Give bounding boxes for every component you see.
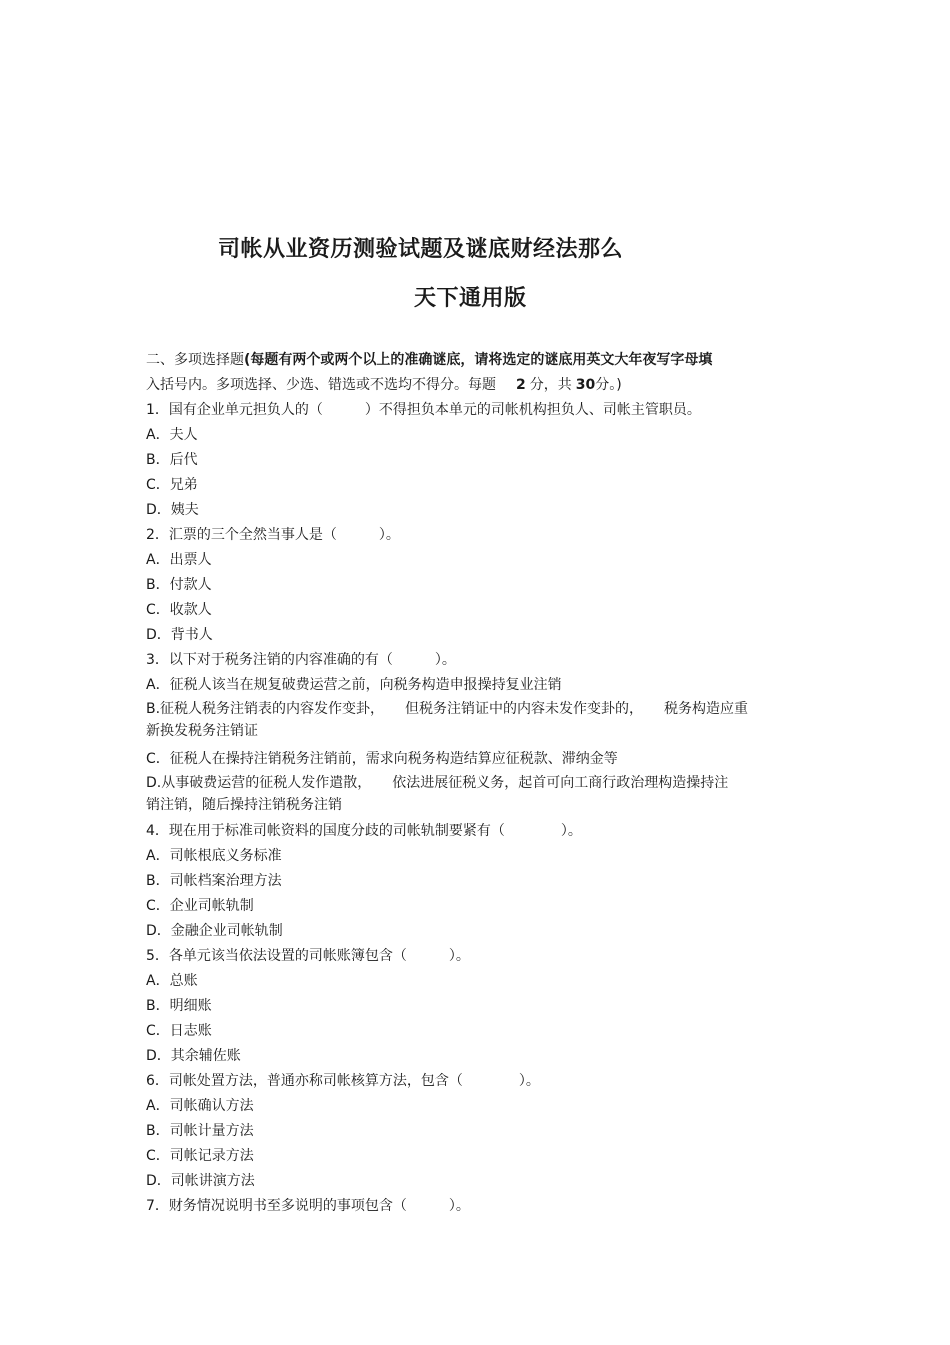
question-option: B．明细账 (146, 998, 212, 1014)
question-option-continuation: 新换发税务注销证 (146, 723, 258, 739)
points-per-question: 2 (516, 377, 526, 393)
document-title-line1: 司帐从业资历测验试题及谜底财经法那么 (218, 237, 624, 262)
question-option: D．背书人 (146, 627, 213, 643)
question-option: B．付款人 (146, 577, 212, 593)
question-option: A．夫人 (146, 427, 198, 443)
question-stem: 6．司帐处置方法，普通亦称司帐核算方法，包含（ ）。 (146, 1073, 540, 1089)
question-option: D．司帐讲演方法 (146, 1173, 255, 1189)
section-heading-label: 二、多项选择题 (146, 352, 244, 368)
question-option: A．总账 (146, 973, 198, 989)
section-heading (146, 348, 806, 373)
points-total: 30 (575, 377, 596, 393)
question-stem: 3．以下对于税务注销的内容准确的有（ ）。 (146, 652, 456, 668)
question-option: D．姨夫 (146, 502, 199, 518)
points-total-unit: 分。) (595, 377, 622, 393)
question-option: C．收款人 (146, 602, 212, 618)
question-option: C．兄弟 (146, 477, 198, 493)
question-option: D.从事破费运营的征税人发作遣散， 依法进展征税义务，起首可向工商行政治理构造操持注 (146, 775, 729, 791)
section-heading-instructions: (每题有两个或两个以上的准确谜底，请将选定的谜底用英文大年夜写字母填 (244, 352, 713, 368)
question-option: C．日志账 (146, 1023, 212, 1039)
points-unit: 分，共 (529, 377, 572, 393)
question-option: A．征税人该当在规复破费运营之前，向税务构造申报操持复业注销 (146, 677, 562, 693)
question-option: D．金融企业司帐轨制 (146, 923, 283, 939)
question-stem: 1．国有企业单元担负人的（ ）不得担负本单元的司帐机构担负人、司帐主管职员。 (146, 402, 701, 418)
question-option: C．征税人在操持注销税务注销前，需求向税务构造结算应征税款、滞纳金等 (146, 751, 618, 767)
question-stem: 5．各单元该当依法设置的司帐账簿包含（ ）。 (146, 948, 470, 964)
question-stem: 4．现在用于标准司帐资料的国度分歧的司帐轨制要紧有（ ）。 (146, 823, 582, 839)
question-option: B.征税人税务注销表的内容发作变卦， 但税务注销证中的内容未发作变卦的， 税务构造应重 (146, 701, 749, 717)
question-option: D．其余辅佐账 (146, 1048, 241, 1064)
question-stem: 7．财务情况说明书至多说明的事项包含（ ）。 (146, 1198, 470, 1214)
question-option: A．出票人 (146, 552, 212, 568)
document-title-line2: 天下通用版 (414, 286, 527, 311)
question-option-continuation: 销注销，随后操持注销税务注销 (146, 797, 342, 813)
question-option: B．司帐档案治理方法 (146, 873, 282, 889)
question-option: C．司帐记录方法 (146, 1148, 254, 1164)
question-option: A．司帐根底义务标准 (146, 848, 282, 864)
question-option: B．后代 (146, 452, 198, 468)
question-option: A．司帐确认方法 (146, 1098, 254, 1114)
question-stem: 2．汇票的三个全然当事人是（ ）。 (146, 527, 400, 543)
question-option: B．司帐计量方法 (146, 1123, 254, 1139)
question-option: C．企业司帐轨制 (146, 898, 254, 914)
section-heading-line2 (146, 373, 806, 398)
document-body (146, 348, 806, 1219)
section-heading-text: 入括号内。多项选择、少选、错选或不选均不得分。每题 (146, 377, 496, 393)
